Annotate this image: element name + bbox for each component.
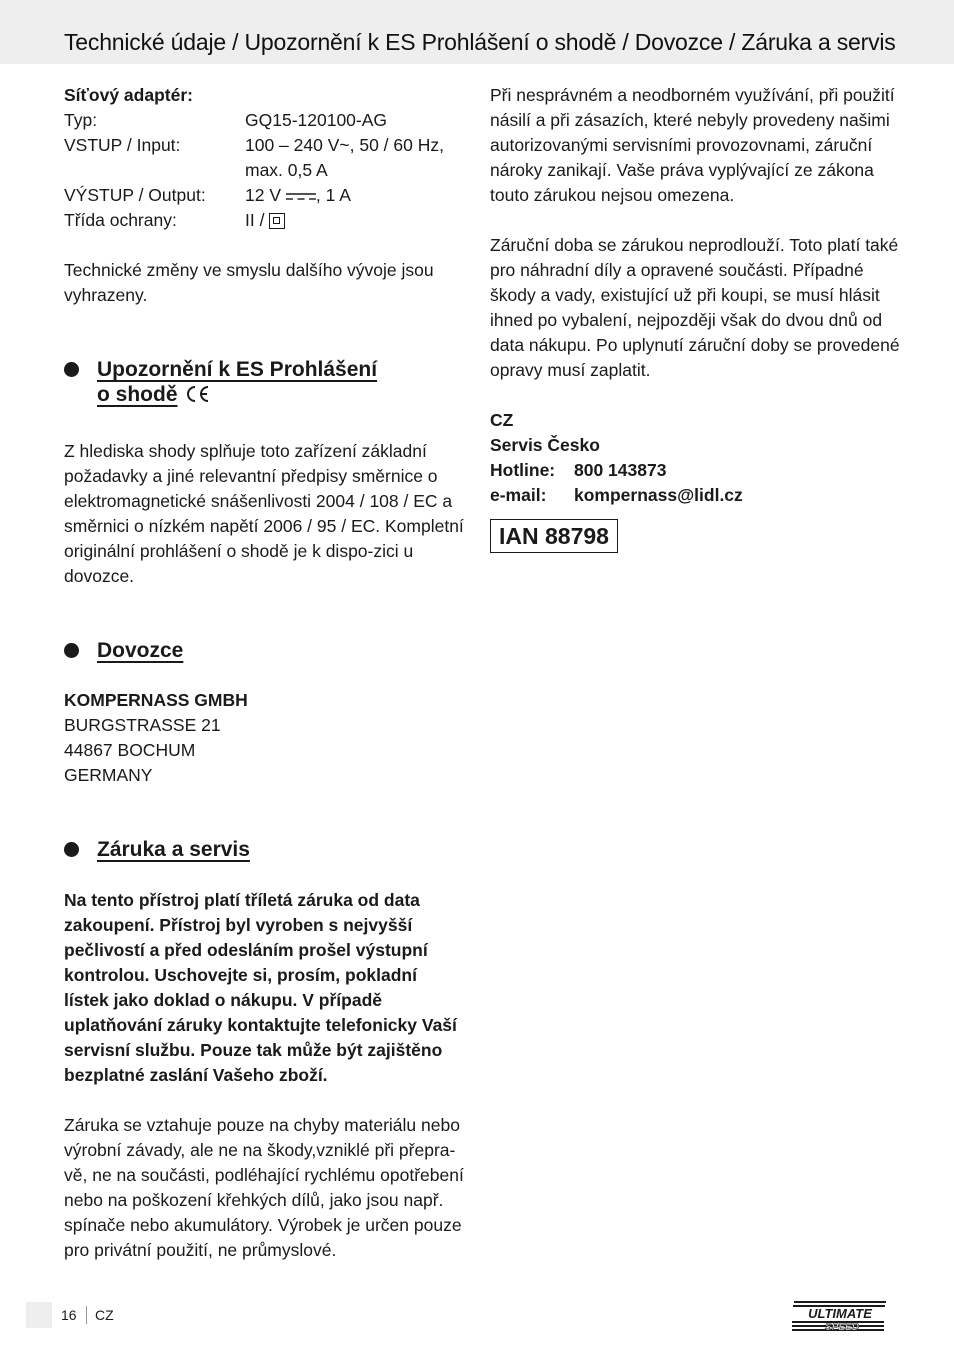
left-column [64,83,464,1263]
conformity-heading-text: o shodě [97,383,178,406]
importer-heading-text: Dovozce [97,639,184,662]
spec-value [245,183,464,208]
brand-line1: ULTIMATE [808,1306,872,1321]
conformity-text: Z hlediska shody splňuje toto zařízení základní požadavky a jiné relevantní předpisy směrnice o elektromagnetické snášenlivosti 2004 / 108 / EC a směrnici o nízkém napětí 2006 / 95 / EC. Kompletní originální prohlášení o shodě je k dispo-zici u dovozce. [64,441,464,586]
bullet-icon [64,362,79,377]
specs-section [64,83,464,308]
email-label: e-mail: [490,485,547,505]
direct-current-icon [286,191,316,201]
page-title: Technické údaje / Upozornění k ES Prohlášení o shodě / Dovozce / Záruka a servis [64,29,896,55]
hotline-label: Hotline: [490,460,556,480]
specs-note: Technické změny ve smyslu dalšího vývoje jsou vyhrazeny. [64,260,434,305]
spec-row-input [64,133,464,183]
brand-line2: SPEED [825,1322,859,1333]
spec-row-type [64,108,464,133]
footer-page-badge [26,1302,52,1328]
ian-number: IAN 88798 [490,519,618,553]
page-number: 16 [61,1307,77,1323]
warranty-text-3: Záruční doba se zárukou neprodlouží. Toto platí také pro náhradní díly a opravené součásti. Případné škody a vady, existující už při koupi, se musí hlásit ihned po vybalení, nejpozději však do dvou dnů od data nákupu. Po uplynutí záruční doby se provedené opravy musí zaplatit. [490,235,900,380]
specs-heading: Síťový adaptér: [64,85,193,105]
bullet-icon [64,643,79,658]
importer-street: BURGSTRASSE 21 [64,715,221,735]
importer-heading [64,638,464,663]
spec-value-line: max. 0,5 A [245,160,328,180]
protection-class-value: II / [245,210,265,230]
email-address: kompernass@lidl.cz [574,485,743,505]
importer-country: GERMANY [64,765,153,785]
spec-label: VSTUP / Input: [64,135,181,155]
warranty-bold-text: Na tento přístroj platí tříletá záruka od data zakoupení. Přístroj byl vyroben s nejvyšší pečlivostí a před odesláním prošel výstupní kontrolou. Uschovejte si, prosím, pokladní lístek jako doklad o nákupu. V případě uplatňování záruky kontaktujte telefonicky Vaší servisní službu. Pouze tak může být zajištěno bezplatné zaslání Vašeho zboží. [64,890,457,1085]
warranty-text-1: Záruka se vztahuje pouze na chyby materiálu nebo výrobní závady, ale ne na škody,vzniklé při přepra-vě, ne na součásti, podléhající rychlému opotřebení nebo na poškození křehkých dílů, jako jsou např. spínače nebo akumulátory. Výrobek je určen pouze pro privátní použití, ne průmyslové. [64,1115,464,1260]
importer-address [64,688,464,788]
conformity-heading-line2 [97,382,464,407]
service-name: Servis Česko [490,435,600,455]
ultimate-speed-logo [792,1299,890,1333]
warranty-heading [64,837,464,862]
footer-divider [86,1306,87,1324]
spec-row-protection-class [64,208,464,233]
importer-company: KOMPERNASS GMBH [64,690,248,710]
language-code: CZ [95,1307,114,1323]
spec-value [245,133,464,183]
service-email-row [490,483,900,508]
warranty-text-2: Při nesprávném a neodborném využívání, při použití násilí a při zásazích, které nebyly provedeny našimi autorizovanými servisními provozovnami, záruční nároky zanikají. Vaše práva vyplývající ze zákona touto zárukou nejsou omezena. [490,85,895,205]
ian-container [490,519,900,553]
spec-value [245,208,464,233]
conformity-heading [64,357,464,407]
right-column [490,83,900,553]
spec-value: GQ15-120100-AG [245,110,388,130]
ce-mark-icon [184,384,210,404]
hotline-number: 800 143873 [574,460,667,480]
output-current: , 1 A [315,185,351,205]
service-contact [490,408,900,508]
service-hotline-row [490,458,900,483]
bullet-icon [64,842,79,857]
service-country: CZ [490,410,514,430]
warranty-heading-text: Záruka a servis [97,838,250,861]
spec-label: VÝSTUP / Output: [64,185,206,205]
conformity-heading-line1: Upozornění k ES Prohlášení [97,358,378,381]
spec-label: Typ: [64,110,98,130]
importer-city: 44867 BOCHUM [64,740,196,760]
spec-row-output [64,183,464,208]
spec-label: Třída ochrany: [64,210,177,230]
spec-value-line: 100 – 240 V~, 50 / 60 Hz, [245,135,444,155]
protection-class-ii-icon [269,213,285,229]
output-voltage: 12 V [245,185,281,205]
